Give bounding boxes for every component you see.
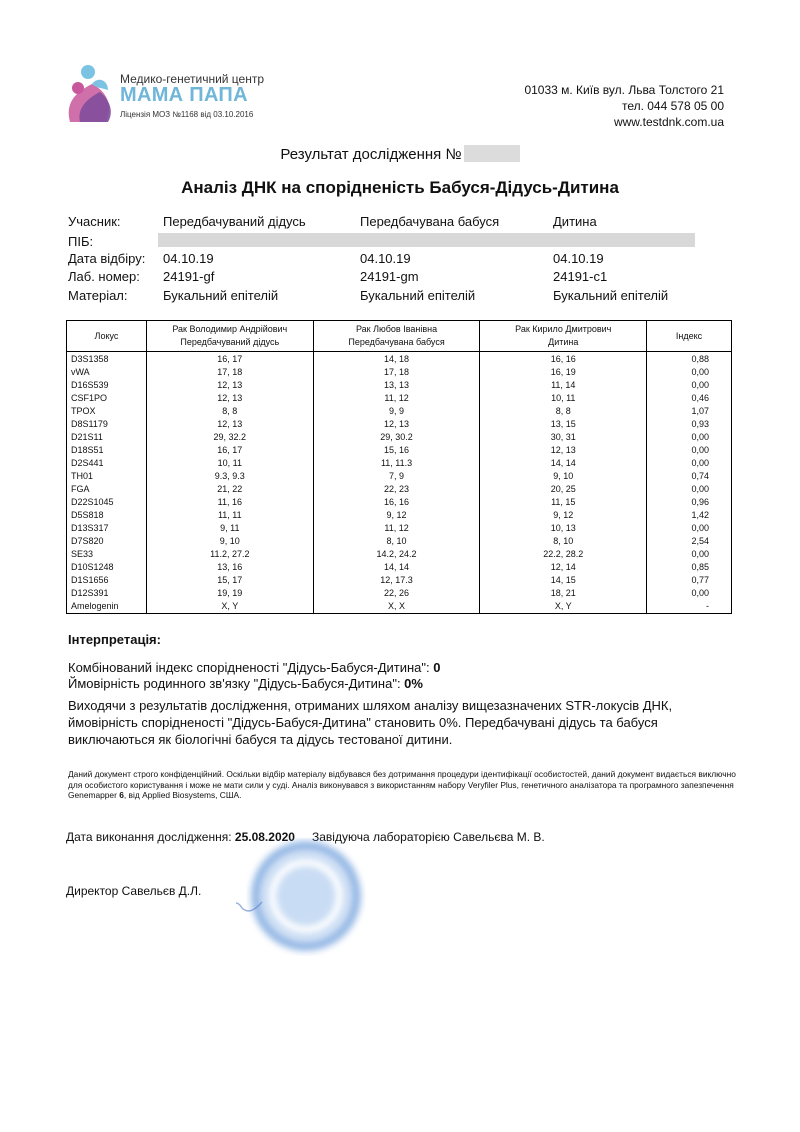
index-cell: 0,74 bbox=[647, 470, 732, 483]
grandfather-alleles-cell: 9, 10 bbox=[146, 535, 313, 548]
grandmother-alleles-cell: 11, 12 bbox=[313, 392, 480, 405]
index-cell: - bbox=[647, 600, 732, 614]
child-alleles-cell: 12, 13 bbox=[480, 444, 647, 457]
grandfather-alleles-cell: 16, 17 bbox=[146, 352, 313, 367]
website-link[interactable]: www.testdnk.com.ua bbox=[613, 115, 724, 129]
table-row bbox=[67, 431, 732, 444]
table-row bbox=[67, 548, 732, 561]
header-gf-name: Рак Володимир Андрійович bbox=[172, 324, 288, 334]
locus-cell: D2S441 bbox=[67, 457, 147, 470]
locus-cell: D21S11 bbox=[67, 431, 147, 444]
combined-index-value: 0 bbox=[433, 660, 441, 675]
grandmother-alleles-cell: 14, 14 bbox=[313, 561, 480, 574]
index-cell: 0,93 bbox=[647, 418, 732, 431]
address-line: 01033 м. Київ вул. Льва Толстого 21 bbox=[524, 83, 724, 97]
table-row bbox=[67, 496, 732, 509]
locus-cell: D22S1045 bbox=[67, 496, 147, 509]
child-alleles-cell: 20, 25 bbox=[480, 483, 647, 496]
index-cell: 0,00 bbox=[647, 548, 732, 561]
material-gm: Букальний епітелій bbox=[360, 288, 476, 303]
lab-number-gm: 24191-gm bbox=[360, 269, 419, 284]
child-alleles-cell: 8, 8 bbox=[480, 405, 647, 418]
brand-name: МАМА ПАПА bbox=[120, 84, 248, 106]
grandmother-alleles-cell: 22, 23 bbox=[313, 483, 480, 496]
participant-gf: Передбачуваний дідусь bbox=[163, 214, 306, 229]
execution-date-label: Дата виконання дослідження: bbox=[66, 830, 235, 844]
page-title: Аналіз ДНК на спорідненість Бабуся-Дідусь-Дитина bbox=[181, 178, 619, 197]
grandfather-alleles-cell: 13, 16 bbox=[146, 561, 313, 574]
locus-cell: D13S317 bbox=[67, 522, 147, 535]
grandmother-alleles-cell: 7, 9 bbox=[313, 470, 480, 483]
header-gm-name: Рак Любов Іванівна bbox=[355, 324, 438, 334]
participant-label: Учасник: bbox=[68, 214, 121, 229]
grandmother-alleles-cell: 12, 13 bbox=[313, 418, 480, 431]
probability-value: 0% bbox=[404, 676, 423, 691]
brand-subtitle: Медико-генетичний центр bbox=[120, 72, 265, 86]
locus-cell: TH01 bbox=[67, 470, 147, 483]
locus-cell: D10S1248 bbox=[67, 561, 147, 574]
grandmother-alleles-cell: 11, 11.3 bbox=[313, 457, 480, 470]
locus-cell: Amelogenin bbox=[67, 600, 147, 614]
sample-date-gf: 04.10.19 bbox=[163, 251, 214, 266]
index-cell: 0,00 bbox=[647, 483, 732, 496]
grandfather-alleles-cell: 11, 11 bbox=[146, 509, 313, 522]
combined-index-line bbox=[68, 660, 440, 675]
grandmother-alleles-cell: X, X bbox=[313, 600, 480, 614]
child-alleles-cell: X, Y bbox=[480, 600, 647, 614]
table-row bbox=[67, 352, 732, 367]
result-label: Результат дослідження № bbox=[280, 146, 462, 163]
grandmother-alleles-cell: 17, 18 bbox=[313, 366, 480, 379]
disclaimer-text bbox=[68, 769, 738, 801]
redacted-number bbox=[464, 145, 520, 162]
locus-cell: D16S539 bbox=[67, 379, 147, 392]
seal-stamp-icon bbox=[236, 838, 366, 956]
lab-number-gf: 24191-gf bbox=[163, 269, 215, 284]
sample-date-gm: 04.10.19 bbox=[360, 251, 411, 266]
grandfather-alleles-cell: 12, 13 bbox=[146, 418, 313, 431]
index-cell: 0,00 bbox=[647, 431, 732, 444]
child-alleles-cell: 11, 15 bbox=[480, 496, 647, 509]
grandmother-alleles-cell: 14.2, 24.2 bbox=[313, 548, 480, 561]
index-cell: 0,85 bbox=[647, 561, 732, 574]
child-alleles-cell: 14, 15 bbox=[480, 574, 647, 587]
table-row bbox=[67, 535, 732, 548]
table-row bbox=[67, 366, 732, 379]
index-cell: 0,00 bbox=[647, 587, 732, 600]
header-child-role: Дитина bbox=[548, 337, 579, 347]
sample-date-child: 04.10.19 bbox=[553, 251, 604, 266]
header-grandmother bbox=[313, 321, 480, 352]
locus-cell: vWA bbox=[67, 366, 147, 379]
probability-line bbox=[68, 676, 423, 691]
child-alleles-cell: 9, 12 bbox=[480, 509, 647, 522]
index-cell: 0,00 bbox=[647, 522, 732, 535]
index-cell: 0,88 bbox=[647, 352, 732, 367]
grandfather-alleles-cell: 12, 13 bbox=[146, 392, 313, 405]
table-row bbox=[67, 483, 732, 496]
locus-cell: D8S1179 bbox=[67, 418, 147, 431]
locus-cell: FGA bbox=[67, 483, 147, 496]
index-cell: 0,00 bbox=[647, 444, 732, 457]
child-alleles-cell: 10, 13 bbox=[480, 522, 647, 535]
table-row bbox=[67, 470, 732, 483]
grandfather-alleles-cell: 19, 19 bbox=[146, 587, 313, 600]
child-alleles-cell: 13, 15 bbox=[480, 418, 647, 431]
disclaimer-main: Даний документ строго конфіденційний. Оскільки відбір матеріалу відбувався без дотримання процедури ідентифікації особистостей, даний документ видається виключно для особистого користування і може не мати сили у суді. Аналіз виконувався з використанням набору Veryfiler Plus, генетичного аналізатора та програмного запезпечення Genemapper bbox=[68, 769, 736, 800]
table-body bbox=[67, 352, 732, 614]
phone-line: тел. 044 578 05 00 bbox=[621, 99, 724, 113]
table-row bbox=[67, 574, 732, 587]
participant-child: Дитина bbox=[553, 214, 597, 229]
index-cell: 1,42 bbox=[647, 509, 732, 522]
locus-cell: D3S1358 bbox=[67, 352, 147, 367]
child-alleles-cell: 9, 10 bbox=[480, 470, 647, 483]
clinic-logo-icon bbox=[66, 62, 112, 124]
loci-table bbox=[66, 320, 732, 614]
grandmother-alleles-cell: 9, 12 bbox=[313, 509, 480, 522]
table-row bbox=[67, 509, 732, 522]
grandfather-alleles-cell: 9, 11 bbox=[146, 522, 313, 535]
index-cell: 0,77 bbox=[647, 574, 732, 587]
header-child-name: Рак Кирило Дмитрович bbox=[515, 324, 612, 334]
locus-cell: CSF1PO bbox=[67, 392, 147, 405]
table-row bbox=[67, 405, 732, 418]
grandmother-alleles-cell: 14, 18 bbox=[313, 352, 480, 367]
grandmother-alleles-cell: 11, 12 bbox=[313, 522, 480, 535]
grandfather-alleles-cell: 29, 32.2 bbox=[146, 431, 313, 444]
index-cell: 2,54 bbox=[647, 535, 732, 548]
child-alleles-cell: 18, 21 bbox=[480, 587, 647, 600]
disclaimer-tail: , від Applied Biosystems, США. bbox=[123, 790, 242, 800]
child-alleles-cell: 11, 14 bbox=[480, 379, 647, 392]
header-child bbox=[480, 321, 647, 352]
index-cell: 1,07 bbox=[647, 405, 732, 418]
result-number bbox=[0, 145, 800, 163]
child-alleles-cell: 14, 14 bbox=[480, 457, 647, 470]
grandfather-alleles-cell: 11, 16 bbox=[146, 496, 313, 509]
grandmother-alleles-cell: 12, 17.3 bbox=[313, 574, 480, 587]
table-row bbox=[67, 522, 732, 535]
header-gf-role: Передбачуваний дідусь bbox=[180, 337, 280, 347]
lab-number-child: 24191-c1 bbox=[553, 269, 608, 284]
index-cell: 0,46 bbox=[647, 392, 732, 405]
header-index: Індекс bbox=[647, 321, 732, 352]
table-row bbox=[67, 561, 732, 574]
material-gf: Букальний епітелій bbox=[163, 288, 279, 303]
grandmother-alleles-cell: 8, 10 bbox=[313, 535, 480, 548]
child-alleles-cell: 16, 19 bbox=[480, 366, 647, 379]
locus-cell: D12S391 bbox=[67, 587, 147, 600]
child-alleles-cell: 22.2, 28.2 bbox=[480, 548, 647, 561]
conclusion-text: Виходячи з результатів дослідження, отриманих шляхом аналізу вищезазначених STR-локусів ДНК, ймовірність спорідненості "Дідусь-Бабуся-Дитина" становить 0%. Передбачувані дідусь та бабуся виключаються як біологічні бабуся та дідусь тестованої дитини. bbox=[68, 698, 673, 747]
table-header-row bbox=[67, 321, 732, 352]
index-cell: 0,96 bbox=[647, 496, 732, 509]
grandmother-alleles-cell: 22, 26 bbox=[313, 587, 480, 600]
grandfather-alleles-cell: 8, 8 bbox=[146, 405, 313, 418]
grandfather-alleles-cell: 9.3, 9.3 bbox=[146, 470, 313, 483]
name-label: ПІБ: bbox=[68, 234, 94, 249]
header-gm-role: Передбачувана бабуся bbox=[348, 337, 445, 347]
director-line: Директор Савельєв Д.Л. bbox=[66, 884, 202, 898]
grandfather-alleles-cell: 10, 11 bbox=[146, 457, 313, 470]
lab-number-label: Лаб. номер: bbox=[68, 269, 140, 284]
table-row bbox=[67, 457, 732, 470]
table-row bbox=[67, 418, 732, 431]
probability-label: Ймовірність родинного зв'язку "Дідусь-Бабуся-Дитина": bbox=[68, 676, 405, 691]
participant-gm: Передбачувана бабуся bbox=[360, 214, 500, 229]
redacted-names bbox=[158, 233, 695, 247]
header-locus: Локус bbox=[67, 321, 147, 352]
sample-date-label: Дата відбіру: bbox=[68, 251, 146, 266]
contact-block bbox=[524, 82, 724, 130]
locus-cell: SE33 bbox=[67, 548, 147, 561]
combined-index-label: Комбінований індекс спорідненості "Дідусь-Бабуся-Дитина": bbox=[68, 660, 434, 675]
grandmother-alleles-cell: 29, 30.2 bbox=[313, 431, 480, 444]
table-row bbox=[67, 392, 732, 405]
grandfather-alleles-cell: 21, 22 bbox=[146, 483, 313, 496]
lab-head: Завідуюча лабораторією Савельєва М. В. bbox=[312, 830, 545, 844]
grandmother-alleles-cell: 9, 9 bbox=[313, 405, 480, 418]
table-row bbox=[67, 444, 732, 457]
grandfather-alleles-cell: 16, 17 bbox=[146, 444, 313, 457]
header-grandfather bbox=[146, 321, 313, 352]
locus-cell: D7S820 bbox=[67, 535, 147, 548]
grandfather-alleles-cell: 15, 17 bbox=[146, 574, 313, 587]
grandfather-alleles-cell: 12, 13 bbox=[146, 379, 313, 392]
index-cell: 0,00 bbox=[647, 366, 732, 379]
material-child: Букальний епітелій bbox=[553, 288, 669, 303]
table-row bbox=[67, 587, 732, 600]
child-alleles-cell: 8, 10 bbox=[480, 535, 647, 548]
child-alleles-cell: 30, 31 bbox=[480, 431, 647, 444]
table-row bbox=[67, 379, 732, 392]
participant-info bbox=[68, 212, 748, 312]
index-cell: 0,00 bbox=[647, 457, 732, 470]
execution-date-value: 25.08.2020 bbox=[234, 830, 295, 844]
locus-cell: TPOX bbox=[67, 405, 147, 418]
license-text: Ліцензія МОЗ №1168 від 03.10.2016 bbox=[120, 110, 254, 119]
child-alleles-cell: 10, 11 bbox=[480, 392, 647, 405]
grandmother-alleles-cell: 13, 13 bbox=[313, 379, 480, 392]
locus-cell: D18S51 bbox=[67, 444, 147, 457]
index-cell: 0,00 bbox=[647, 379, 732, 392]
grandmother-alleles-cell: 16, 16 bbox=[313, 496, 480, 509]
locus-cell: D5S818 bbox=[67, 509, 147, 522]
grandfather-alleles-cell: 17, 18 bbox=[146, 366, 313, 379]
material-label: Матеріал: bbox=[68, 288, 128, 303]
disclaimer-version: 6 bbox=[119, 790, 124, 800]
locus-cell: D1S1656 bbox=[67, 574, 147, 587]
table-row bbox=[67, 600, 732, 614]
grandfather-alleles-cell: 11.2, 27.2 bbox=[146, 548, 313, 561]
grandmother-alleles-cell: 15, 16 bbox=[313, 444, 480, 457]
interpretation-heading: Інтерпретація: bbox=[68, 632, 161, 647]
child-alleles-cell: 16, 16 bbox=[480, 352, 647, 367]
grandfather-alleles-cell: X, Y bbox=[146, 600, 313, 614]
child-alleles-cell: 12, 14 bbox=[480, 561, 647, 574]
